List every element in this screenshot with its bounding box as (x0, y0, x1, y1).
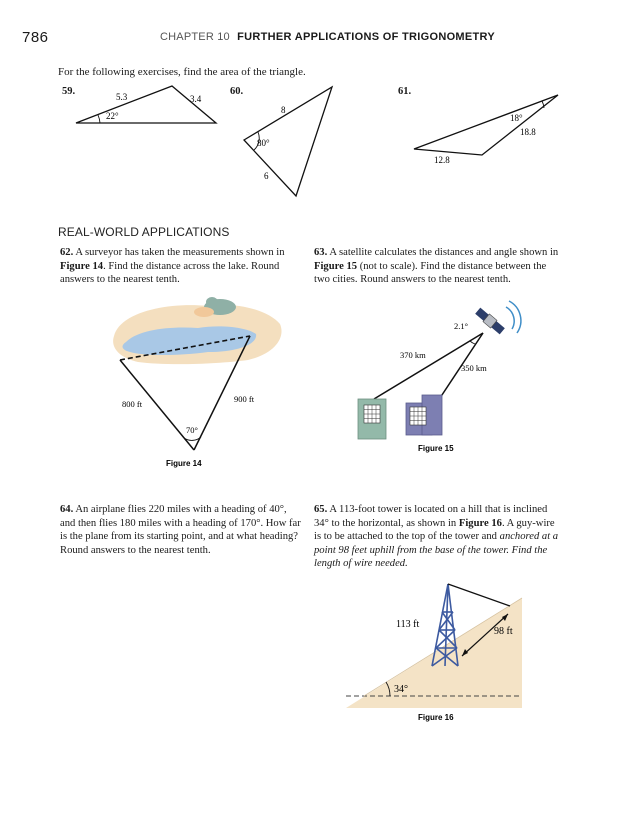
signal-arc-2 (509, 301, 521, 333)
problem-65-text-mid: . A guy-wire is to be attached to the top of the tower and (314, 517, 555, 542)
exercise-61-number: 61. (398, 86, 412, 97)
chapter-title: FURTHER APPLICATIONS OF TRIGONOMETRY (237, 31, 496, 43)
problem-63-number: 63. (314, 247, 328, 258)
problem-65-number: 65. (314, 504, 328, 515)
ex59-side-right: 3.4 (190, 94, 202, 104)
ex59-side-top: 5.3 (116, 92, 128, 102)
sand-patch (194, 307, 214, 317)
problem-62-text-after: . Find the distance across the lake. Round answers to the nearest tenth. (60, 260, 280, 285)
figure-16-angle: 34° (394, 684, 408, 695)
problem-65-text-italic: anchored at a point 98 feet uphill from the base of the tower. Find the length of wire needed. (314, 531, 559, 569)
chapter-label: CHAPTER 10 (160, 31, 230, 43)
problem-65 (314, 503, 562, 571)
problem-64-text: An airplane flies 220 miles with a heading of 40°, and then flies 180 miles with a heading of 170°. How far is the plane from its starting point, and at what heading? Round answers to the nearest tenth. (60, 504, 301, 556)
problem-62-text-before: A surveyor has taken the measurements shown in (75, 247, 285, 258)
figure-14-right-side: 900 ft (234, 394, 255, 404)
ex59-angle: 22° (106, 111, 119, 121)
problem-64-number: 64. (60, 504, 74, 515)
problem-64 (60, 503, 304, 557)
figure-16-caption: Figure 16 (418, 713, 454, 722)
exercise-61-triangle (406, 86, 568, 170)
figure-14-left-side: 800 ft (122, 399, 143, 409)
ex61-side-bottom: 12.8 (434, 155, 450, 165)
problem-65-figure-ref: Figure 16 (458, 517, 502, 529)
ex60-angle: 80° (257, 138, 270, 148)
ex60-side-top: 8 (281, 105, 286, 115)
intro-text: For the following exercises, find the area of the triangle. (58, 66, 306, 78)
problem-65-text-before: A 113-foot tower is located on a hill that is inclined 34° to the horizontal, as shown in (314, 504, 548, 529)
exercise-59-triangle (70, 80, 230, 130)
figure-15-caption: Figure 15 (418, 444, 454, 453)
signal-arc-1 (506, 307, 514, 329)
chapter-header (160, 31, 495, 43)
problem-63-text-before: A satellite calculates the distances and angle shown in (329, 247, 559, 258)
problem-63 (314, 246, 562, 287)
exercise-60-triangle (238, 80, 338, 202)
problem-62-number: 62. (60, 247, 74, 258)
figure-15-dist-right: 350 km (461, 363, 487, 373)
figure-15-dist-left: 370 km (400, 350, 426, 360)
figure-14-caption: Figure 14 (166, 459, 202, 468)
ex61-angle: 18° (510, 113, 523, 123)
satellite-icon (475, 307, 506, 335)
problem-62 (60, 246, 302, 287)
problem-63-text-after: (not to scale). Find the distance between the two cities. Round answers to the nearest tenth. (314, 260, 547, 285)
problem-62-figure-ref: Figure 14 (60, 260, 104, 272)
figure-15 (346, 295, 526, 460)
exercise-60-number: 60. (230, 86, 244, 97)
figure-16 (344, 578, 526, 724)
page-number: 786 (22, 29, 49, 46)
exercise-59-number: 59. (62, 86, 76, 97)
problem-63-figure-ref: Figure 15 (314, 260, 358, 272)
ex60-side-bottom: 6 (264, 171, 269, 181)
figure-15-angle: 2.1° (454, 321, 469, 331)
section-heading: REAL-WORLD APPLICATIONS (58, 225, 230, 239)
ex61-side-right: 18.8 (520, 127, 536, 137)
figure-15-angle-arc (470, 341, 475, 344)
tree-top (206, 297, 218, 307)
figure-16-tower-height: 113 ft (396, 619, 420, 630)
figure-16-wire-distance: 98 ft (494, 626, 513, 637)
figure-14 (108, 290, 298, 470)
guy-wire (448, 584, 510, 606)
figure-14-angle: 70° (186, 425, 198, 435)
